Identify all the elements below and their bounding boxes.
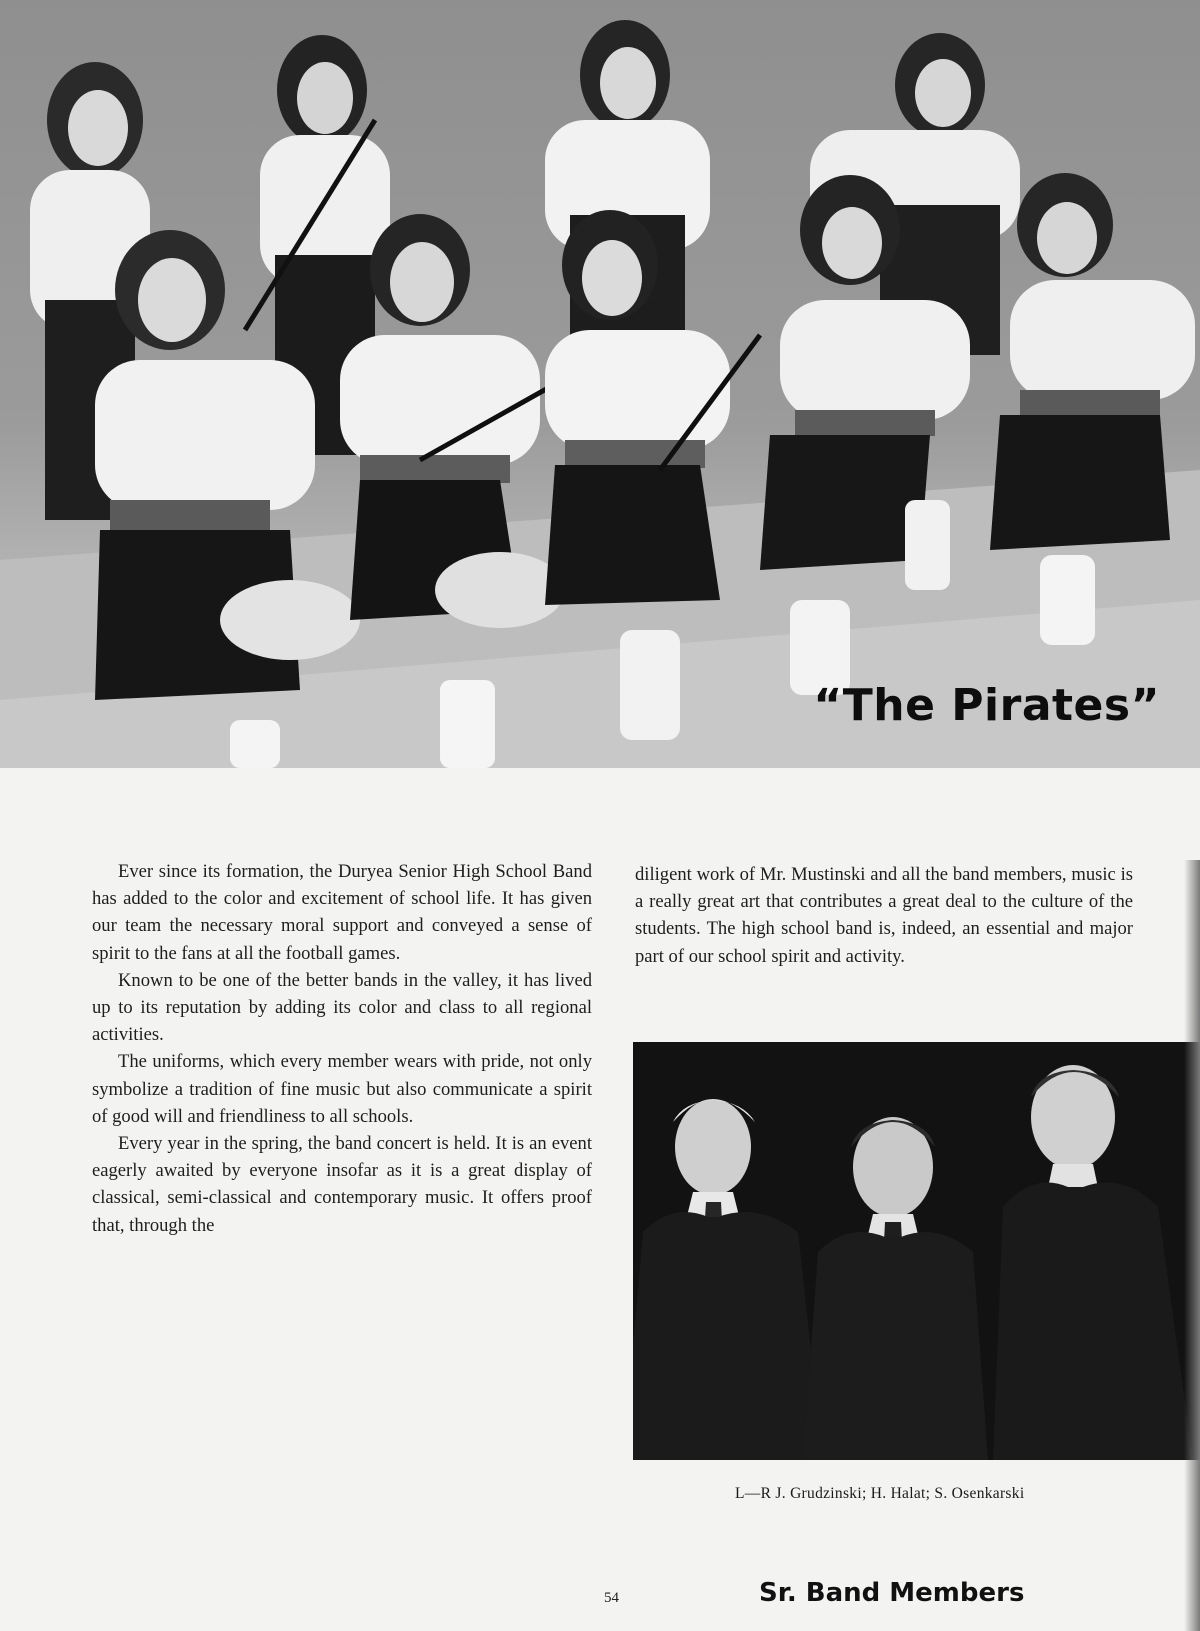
article-right-column: [635, 861, 1133, 970]
section-title: Sr. Band Members: [759, 1578, 1025, 1608]
article-paragraph: diligent work of Mr. Mustinski and all the band members, music is a really great art that contributes a great deal to the culture of the students. The high school band is, indeed, an essential and major part of our school spirit and activity.: [635, 864, 1133, 967]
article-paragraph: Ever since its formation, the Duryea Senior High School Band has added to the color and excitement of school life. It has given our team the necessary moral support and conveyed a sense of spirit to the fans at all the football games.: [92, 861, 592, 964]
photo-title: “The Pirates”: [813, 680, 1160, 731]
article-paragraph: The uniforms, which every member wears with pride, not only symbolize a tradition of fine music but also communicate a spirit of good will and friendliness to all schools.: [92, 1051, 592, 1127]
article-paragraph: Known to be one of the better bands in the valley, it has lived up to its reputation by adding its color and class to all regional activities.: [92, 969, 592, 1046]
photo-caption: L—R J. Grudzinski; H. Halat; S. Osenkarski: [735, 1485, 1025, 1502]
majorettes-photo: [0, 0, 1200, 768]
page-edge-shadow: [1184, 860, 1200, 1631]
page-number: 54: [604, 1590, 619, 1606]
article-left-column: [92, 858, 592, 1239]
article-paragraph: Every year in the spring, the band concert is held. It is an event eagerly awaited by everyone insofar as it is a great display of classical, semi-classical and contemporary music. It offers proof that, through the: [92, 1133, 592, 1236]
band-members-photo: [633, 1042, 1200, 1460]
majorettes-illustration: [0, 0, 1200, 768]
band-members-illustration: [633, 1042, 1200, 1460]
